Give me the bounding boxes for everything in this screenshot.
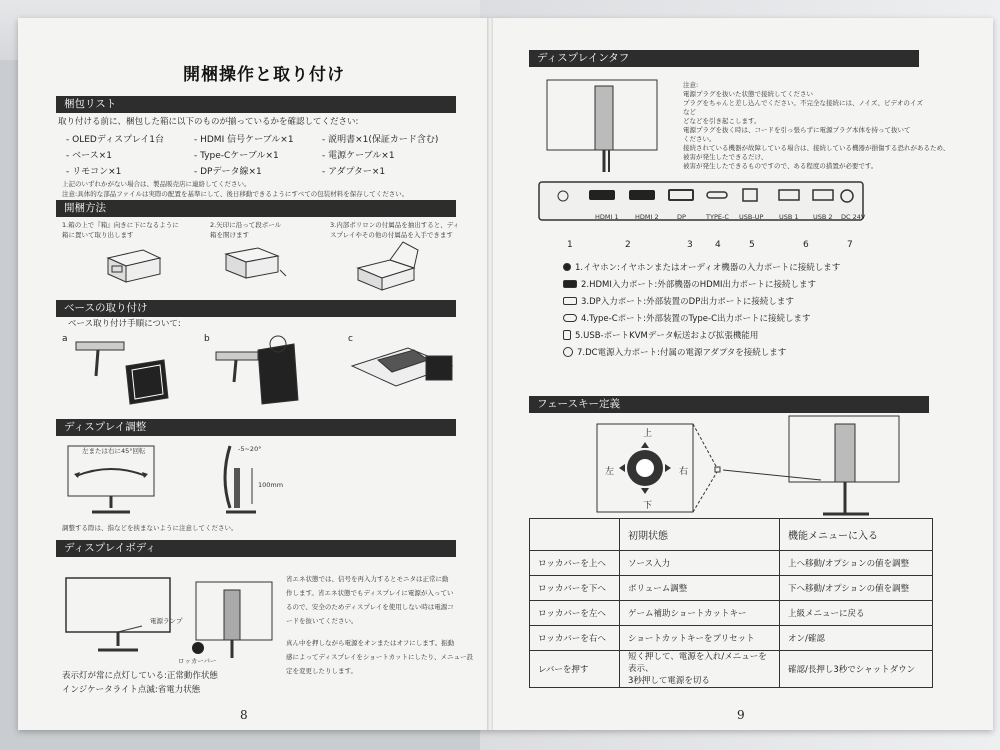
port-panel [537, 178, 867, 238]
eco-text-1: 省エネ状態では、信号を再入力するとモニタは正常に動 [286, 575, 449, 583]
packing-item: - リモコン×1 [66, 167, 122, 177]
tilt-label: -5~20° [238, 445, 262, 453]
unpack-step-3b: スプレイやその他の付属品を入手できます [330, 231, 453, 239]
caution-line: 接続されている機器が故障している場合は、接続している機器が損傷する恐れがあるため、 [683, 144, 950, 152]
table-cell: ロッカバーを左へ [530, 601, 620, 626]
step-label-c: c [348, 334, 353, 344]
packing-list-header: 梱包リスト [56, 96, 456, 113]
dir-right: 右 [679, 467, 689, 477]
caution-line: 電源プラグを抜く時は、コードを引っ張らずに電源プラグ本体を持って抜いて [683, 126, 911, 134]
earphone-icon [563, 263, 571, 271]
port-label-usb2: USB 2 [813, 213, 833, 221]
table-header-cell: 初期状態 [620, 519, 780, 551]
port-number: 3 [687, 240, 693, 250]
base-step-b-illustration [208, 330, 318, 405]
interface-header: ディスプレインタフ [529, 50, 919, 67]
table-cell: ロッカバーを下へ [530, 576, 620, 601]
port-label-usb1: USB 1 [779, 213, 799, 221]
port-number: 4 [715, 240, 721, 250]
packing-item: - 電源ケーブル×1 [322, 151, 395, 161]
monitor-back-illustration [176, 578, 276, 668]
packing-note-1: 上記のいずれかがない場合は、製品販売店に連絡してください。 [62, 180, 251, 188]
unpack-step-2b: 箱を開けます [210, 231, 249, 239]
packing-note-2: 注意:具体的な部品ファイルは実際の配置を基準にして、後日移動できるようにすべての包装材料を保存してください。 [62, 190, 409, 198]
unpack-step-1b: 箱に置いて取り出します [62, 231, 134, 239]
power-text-1: 真ん中を押しながら電源をオンまたはオフにします。振動 [286, 639, 455, 647]
usb-icon [563, 330, 571, 340]
table-header-row [530, 519, 933, 551]
port-label-hdmi2: HDMI 2 [635, 213, 659, 221]
swivel-label: 左または右に45°回転 [82, 447, 146, 455]
port-number: 2 [625, 240, 631, 250]
base-install-subtitle: ベース取り付け手順について: [68, 319, 181, 329]
table-cell: 下へ移動/オプションの値を調整 [780, 576, 933, 601]
page-number-left: 8 [240, 708, 248, 722]
table-row [530, 601, 933, 626]
power-text-3: 定を変更したりします。 [286, 667, 357, 675]
packing-item: - DPデータ線×1 [194, 167, 262, 177]
status-text-2: インジケータライト点滅:省電力状態 [62, 685, 201, 695]
status-text-1: 表示灯が常に点灯している:正常動作状態 [62, 671, 218, 681]
monitor-ports-illustration [543, 76, 663, 176]
table-cell: オン/確認 [780, 626, 933, 651]
port-description-list [563, 258, 840, 360]
base-step-c-illustration [348, 336, 458, 406]
port-desc-row: 4.Type-Cポート:外部装置のType-C出力ポートに接続します [563, 309, 840, 326]
unpack-step-2: 2.矢印に沿って段ボール [210, 221, 282, 229]
table-row [530, 551, 933, 576]
dc-power-icon [563, 347, 573, 357]
left-page [18, 18, 487, 730]
power-text-2: 感によってディスプレイをショートカットにしたり、メニュー設 [286, 653, 474, 661]
step-label-a: a [62, 334, 68, 344]
facekey-header: フェースキー定義 [529, 396, 929, 413]
caution-line: など [683, 108, 696, 116]
table-cell: ゲーム補助ショートカットキー [620, 601, 780, 626]
table-row [530, 626, 933, 651]
port-label-usbup: USB-UP [739, 213, 764, 221]
page-title: 開梱操作と取り付け [183, 65, 345, 85]
adjust-note: 調整する際は、指などを挟まないように注意してください。 [62, 524, 238, 532]
table-header-cell: 機能メニューに入る [780, 519, 933, 551]
facekey-table [529, 518, 933, 688]
table-cell: 上へ移動/オプションの値を調整 [780, 551, 933, 576]
eco-text-2: 作します。省エネ状態でもディスプレイに電源が入ってい [286, 589, 454, 597]
table-cell: ショートカットキーをプリセット [620, 626, 780, 651]
packing-item: - 説明書×1(保証カード含む) [322, 135, 439, 145]
height-label: 100mm [258, 481, 284, 489]
port-desc-row: 5.USB-ポートKVMデータ転送および拡張機能用 [563, 326, 840, 343]
unpack-step-1: 1.箱の上で『箱』向きに下になるように [62, 221, 179, 229]
table-cell: ボリューム調整 [620, 576, 780, 601]
typec-icon [563, 314, 577, 322]
port-label-dc: DC 24V [841, 213, 866, 221]
unpacking-header: 開梱方法 [56, 200, 456, 217]
packing-item: - Type-Cケーブル×1 [194, 151, 279, 161]
dir-left: 左 [605, 467, 615, 477]
dp-icon [563, 297, 577, 305]
packing-item: - アダプター×1 [322, 167, 386, 177]
port-number: 1 [567, 240, 573, 250]
dir-down: 下 [643, 501, 653, 511]
table-cell: ロッカバーを上へ [530, 551, 620, 576]
page-number-right: 9 [737, 708, 745, 722]
caution-line: 被害が発生したできるものですので、ある程度の措置が必要です。 [683, 162, 878, 170]
port-desc-row: 1.イヤホン:イヤホンまたはオーディオ機器の入力ポートに接続します [563, 258, 840, 275]
caution-line: どなどを引き起こします。 [683, 117, 761, 125]
caution-title: 注意: [683, 81, 699, 89]
eco-text-3: るので、安全のためディスプレイを使用しない時は電源コ [286, 603, 454, 611]
packing-item: - HDMI 信号ケーブル×1 [194, 135, 294, 145]
packing-item: - OLEDディスプレイ1台 [66, 135, 165, 145]
rocker-bar-label: ロッカーバー [178, 657, 217, 665]
table-cell: 上級メニューに戻る [780, 601, 933, 626]
packing-item: - ベース×1 [66, 151, 112, 161]
port-desc-row: 3.DP入力ポート:外部装置のDP出力ポートに接続します [563, 292, 840, 309]
table-row [530, 576, 933, 601]
base-install-header: ベースの取り付け [56, 300, 456, 317]
table-cell: 確認/長押し3秒でシャットダウン [780, 651, 933, 688]
packing-intro: 取り付ける前に、梱包した箱に以下のものが揃っているかを確認してください: [58, 117, 359, 127]
eco-text-4: ードを抜いてください。 [286, 617, 358, 625]
box-illustration-1 [98, 240, 168, 285]
table-row [530, 651, 933, 688]
box-illustration-3 [348, 238, 428, 293]
base-step-a-illustration [68, 336, 178, 406]
table-cell: ロッカバーを右へ [530, 626, 620, 651]
display-adjust-header: ディスプレイ調整 [56, 419, 456, 436]
table-cell: レバーを押す [530, 651, 620, 688]
table-header-cell [530, 519, 620, 551]
caution-line: ください。 [683, 135, 716, 143]
caution-line: 被害が発生したできるだけ、 [683, 153, 768, 161]
port-desc-row: 2.HDMI入力ポート:外部機器のHDMI出力ポートに接続します [563, 275, 840, 292]
port-label-dp: DP [677, 213, 686, 221]
power-lamp-label: 電源ランプ [150, 617, 183, 625]
packing-items [66, 132, 462, 177]
port-desc-row: 7.DC電源入力ポート:付属の電源アダプタを接続します [563, 343, 840, 360]
unpack-step-3: 3.内部ポリロンの付属品を抽出すると、ディ [330, 221, 460, 229]
dir-up: 上 [643, 429, 653, 439]
right-page [493, 18, 993, 730]
display-body-header: ディスプレイボディ [56, 540, 456, 557]
port-label-hdmi1: HDMI 1 [595, 213, 619, 221]
box-illustration-2 [218, 240, 288, 285]
port-number: 7 [847, 240, 853, 250]
port-label-typec: TYPE-C [706, 213, 729, 221]
table-cell: 短く押して、電源を入れ/メニューを表示、 3秒押して電源を切る [620, 651, 780, 688]
caution-line: 電源プラグを抜いた状態で接続してください [683, 90, 813, 98]
step-label-b: b [204, 334, 210, 344]
hdmi-icon [563, 280, 577, 288]
caution-line: プラグをちゃんと差し込んでください。不完全な接続には、ノイズ、ビデオのイズ [683, 99, 923, 107]
port-number: 5 [749, 240, 755, 250]
table-cell: ソース入力 [620, 551, 780, 576]
port-number: 6 [803, 240, 809, 250]
